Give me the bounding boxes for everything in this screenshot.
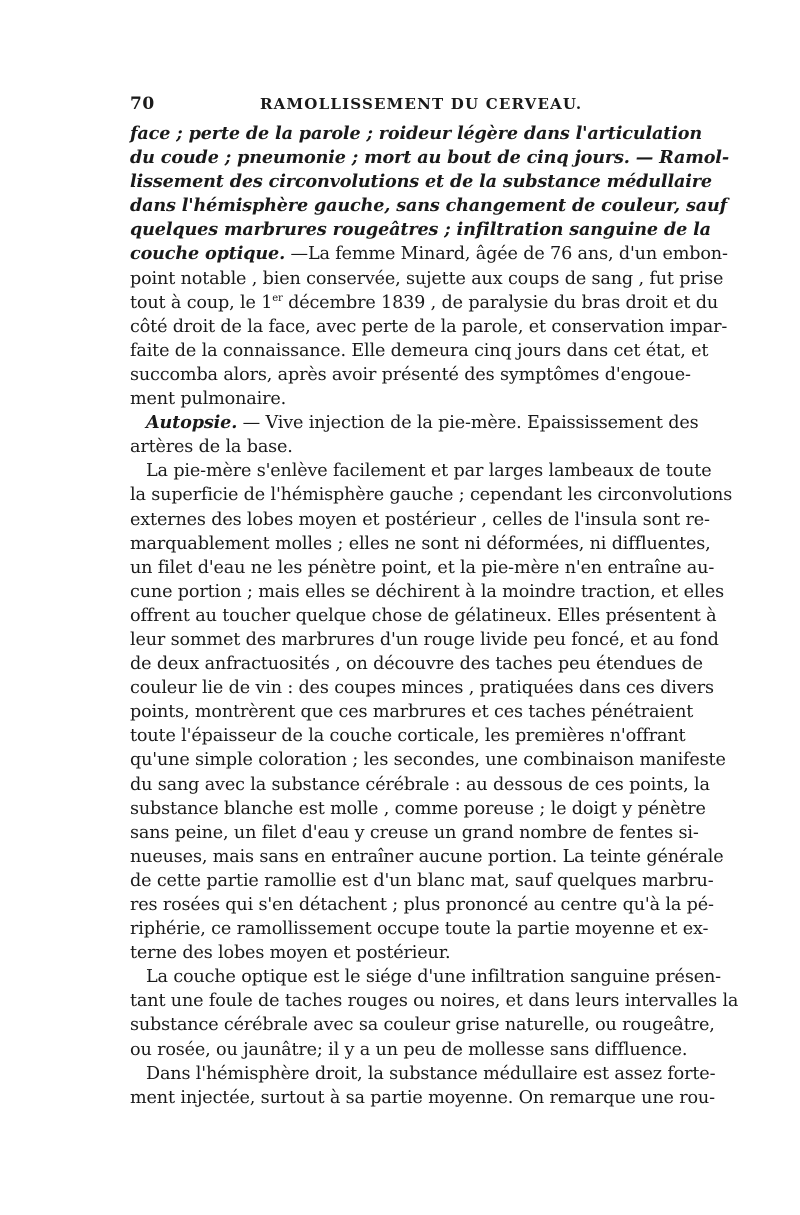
text-line: riphérie, ce ramollissement occupe toute la partie moyenne et ex- [130, 919, 709, 940]
roman-text: —La femme Minard, âgée de 76 ans, d'un embon- [285, 244, 728, 265]
text-line [130, 291, 719, 315]
page-header [130, 94, 675, 116]
text-line [130, 122, 703, 146]
text-line: du sang avec la substance cérébrale : au dessous de ces points, la [130, 774, 710, 795]
italic-text: face ; perte de la parole ; roideur légère dans l'articulation [130, 123, 703, 144]
text-line: Dans l'hémisphère droit, la substance médullaire est assez forte- [146, 1063, 716, 1084]
text-line: de deux anfractuosités , on découvre des taches peu étendues de [130, 654, 703, 675]
italic-text: du coude ; pneumonie ; mort au bout de cinq jours. — Ramol- [130, 147, 729, 169]
text-line: côté droit de la face, avec perte de la parole, et conservation impar- [130, 316, 728, 337]
text-line: succomba alors, après avoir présenté des symptômes d'engoue- [130, 364, 691, 385]
text-line: externes des lobes moyen et postérieur , celles de l'insula sont re- [130, 509, 710, 530]
page-number: 70 [130, 94, 155, 114]
text-line: ment injectée, surtout à sa partie moyenne. On remarque une rou- [130, 1087, 715, 1108]
text-line: cune portion ; mais elles se déchirent à la moindre traction, et elles [130, 581, 724, 602]
text-line [130, 170, 712, 194]
text-line: de cette partie ramollie est d'un blanc mat, sauf quelques marbru- [130, 870, 714, 891]
text-line: substance cérébrale avec sa couleur grise naturelle, ou rougeâtre, [130, 1015, 715, 1036]
text-line [130, 218, 711, 242]
text-line: faite de la connaissance. Elle demeura cinq jours dans cet état, et [130, 340, 709, 361]
italic-text: quelques marbrures rougeâtres ; infiltration sanguine de la [130, 219, 711, 241]
italic-text: Autopsie. [146, 412, 238, 434]
text-line: artères de la base. [130, 437, 293, 458]
text-line: qu'une simple coloration ; les secondes, une combinaison manifeste [130, 750, 726, 771]
running-title: RAMOLLISSEMENT DU CERVEAU. [260, 95, 583, 113]
text-line: offrent au toucher quelque chose de gélatineux. Elles présentent à [130, 605, 717, 626]
text-line: ou rosée, ou jaunâtre; il y a un peu de mollesse sans diffluence. [130, 1039, 688, 1060]
text-line: ment pulmonaire. [130, 389, 287, 410]
text-line: La couche optique est le siége d'une infiltration sanguine présen- [146, 967, 721, 988]
text-line: terne des lobes moyen et postérieur. [130, 943, 451, 964]
text-line: un filet d'eau ne les pénètre point, et la pie-mère n'en entraîne au- [130, 557, 715, 578]
body-text [130, 122, 739, 1110]
text-line: la superficie de l'hémisphère gauche ; cependant les circonvolutions [130, 485, 733, 506]
roman-text: tout à coup, le 1 [130, 292, 273, 313]
text-line: toute l'épaisseur de la couche corticale, les premières n'offrant [130, 726, 686, 747]
italic-text: dans l'hémisphère gauche, sans changement de couleur, sauf [130, 195, 728, 217]
text-line [130, 242, 728, 266]
text-line: couleur lie de vin : des coupes minces , pratiquées dans ces divers [130, 678, 714, 699]
text-line: sans peine, un filet d'eau y creuse un grand nombre de fentes si- [130, 822, 699, 843]
italic-text: lissement des circonvolutions et de la substance médullaire [130, 171, 712, 193]
roman-text: décembre 1839 , de paralysie du bras droit et du [282, 292, 719, 313]
text-line: leur sommet des marbrures d'un rouge livide peu foncé, et au fond [130, 629, 719, 650]
text-line: res rosées qui s'en détachent ; plus prononcé au centre qu'à la pé- [130, 895, 714, 915]
text-line: substance blanche est molle , comme poreuse ; le doigt y pénètre [130, 798, 706, 819]
roman-text: — Vive injection de la pie-mère. Epaississement des [237, 413, 699, 434]
text-line [130, 411, 699, 435]
italic-text: couche optique. [130, 243, 286, 265]
text-line: La pie-mère s'enlève facilement et par larges lambeaux de toute [146, 461, 712, 482]
text-line: points, montrèrent que ces marbrures et ces taches pénétraient [130, 702, 694, 723]
text-line: point notable , bien conservée, sujette aux coups de sang , fut prise [130, 268, 724, 289]
text-line: marquablement molles ; elles ne sont ni déformées, ni diffluentes, [130, 533, 711, 554]
text-line: nueuses, mais sans en entraîner aucune portion. La teinte générale [130, 846, 724, 867]
text-line [130, 146, 729, 170]
text-line: tant une foule de taches rouges ou noires, et dans leurs intervalles la [130, 991, 739, 1012]
superscript: er [272, 292, 283, 304]
text-line [130, 194, 728, 218]
